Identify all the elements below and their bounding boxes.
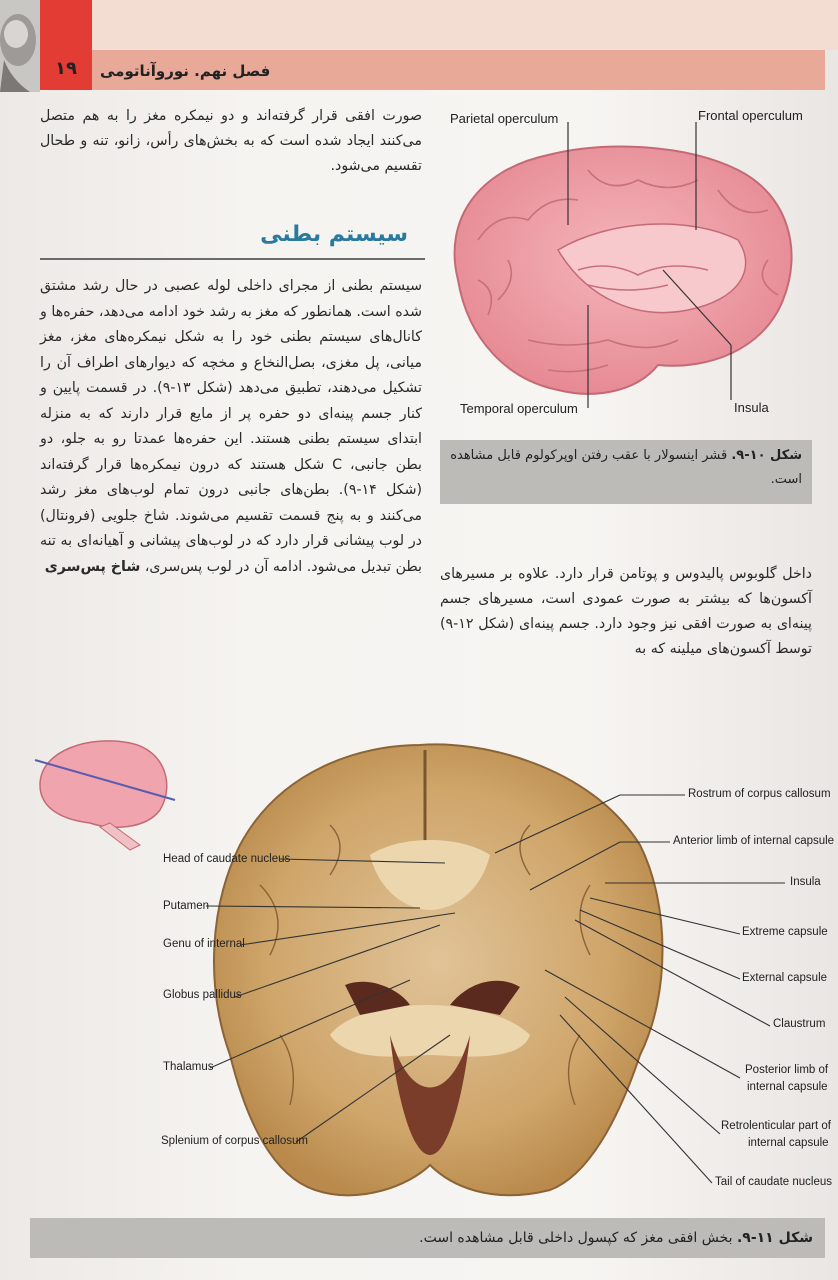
figure-11-text: بخش افقی مغز که کپسول داخلی قابل مشاهده است. [419,1230,737,1246]
brain-section-photo [30,735,830,1205]
figure-10-text: قشر اینسولار با عقب رفتن اوپرکولوم قابل مشاهده است. [450,448,802,487]
ventricular-text: سیستم بطنی از مجرای داخلی لوله عصبی در حال رشد مشتق شده است. همانطور که مغز به رشد خود ادامه می‌دهد، حفره‌ها و کانال‌های سیستم بطنی خود را به شکل نیمکره‌های مغز، مغز میانی، پل مغزی، بصل‌النخاع و مخچه که دیوارهای اطراف آن را تشکیل می‌دهند، تطبیق می‌دهد (شکل ۱۳-۹). در قسمت پایین و کنار جسم پینه‌ای دو حفره پر از مایع قرار دارند که به منزله ابتدای سیستم بطنی هستند. این حفره‌ها عمدتا رو به جلو، دو بطن جانبی، C شکل هستند که درون نیمکره‌ها قرار گرفته‌اند (شکل ۱۴-۹). بطن‌های جانبی درون تمام لوب‌های مغز رشد می‌کنند و به پنج قسمت تقسیم می‌شوند. شاخ جلویی (فرونتال) در لوب پیشانی قرار دارد که در لوب‌های پیشانی و آهیانه‌ای به تنه بطن تبدیل می‌شود. ادامه آن در لوب پس‌سری، [40,278,423,575]
paragraph-axon-pathways: داخل گلوبوس پالیدوس و پوتامن قرار دارد. علاوه بر مسیرهای آکسون‌ها که بیشتر به صورت عمودی است، مسیرهای جسم پینه‌ای به صورت افقی نیز وجود دارد. جسم پینه‌ای (شکل ۱۲-۹) توسط آکسون‌های میلینه که به [440,566,812,657]
label-external-capsule: External capsule [742,972,828,984]
figure-insula-brain [438,100,818,430]
inset-brain-thumbnail [35,741,175,850]
page-number: ۱۹ [55,58,77,79]
label-head-caudate: Head of caudate nucleus [163,853,291,865]
section-divider [40,258,425,260]
label-rostrum: Rostrum of corpus callosum [688,788,831,800]
label-splenium: Splenium of corpus callosum [161,1135,309,1147]
paragraph-corpus-callosum-end: صورت افقی قرار گرفته‌اند و دو نیمکره مغز را به هم متصل می‌کنند ایجاد شده است که به بخش‌های رأس، زانو، تنه و طحال تقسیم می‌شود. [40,108,422,174]
brain-lateral-illustration [438,100,818,430]
label-claustrum: Claustrum [773,1018,826,1030]
label-putamen: Putamen [163,900,210,912]
label-thalamus: Thalamus [163,1061,214,1073]
label-posterior-limb-2: internal capsule [747,1081,828,1093]
label-retrolenticular-1: Retrolenticular part of [721,1120,831,1132]
figure-11-caption [30,1218,825,1258]
section-heading: سیستم بطنی [260,222,408,247]
label-insula: Insula [734,400,769,415]
label-tail-caudate: Tail of caudate nucleus [715,1176,832,1188]
label-parietal-operculum: Parietal operculum [450,111,559,126]
figure-10-number: شکل ۱۰-۹. [731,448,802,463]
paragraph-ventricular-system [40,274,422,580]
label-posterior-limb-1: Posterior limb of [745,1064,829,1076]
occipital-horn-term: شاخ پس‌سری [44,558,141,575]
figure-horizontal-section [30,735,835,1205]
label-extreme-capsule: Extreme capsule [742,926,828,938]
figure-10-caption [440,440,812,504]
figure-11-number: شکل ۱۱-۹. [736,1230,813,1246]
label-temporal-operculum: Temporal operculum [460,401,578,416]
label-retrolenticular-2: internal capsule [748,1137,829,1149]
label-insula-section: Insula [790,876,821,888]
label-frontal-operculum: Frontal operculum [698,108,803,123]
label-globus-pallidus: Globus pallidus [163,989,242,1001]
header-top-band [0,0,838,50]
label-genu-internal: Genu of internal [163,938,245,950]
label-anterior-limb: Anterior limb of internal capsule [673,835,835,847]
head-thumbnail-icon [0,0,40,92]
chapter-title: فصل نهم. نوروآناتومی [100,62,271,80]
